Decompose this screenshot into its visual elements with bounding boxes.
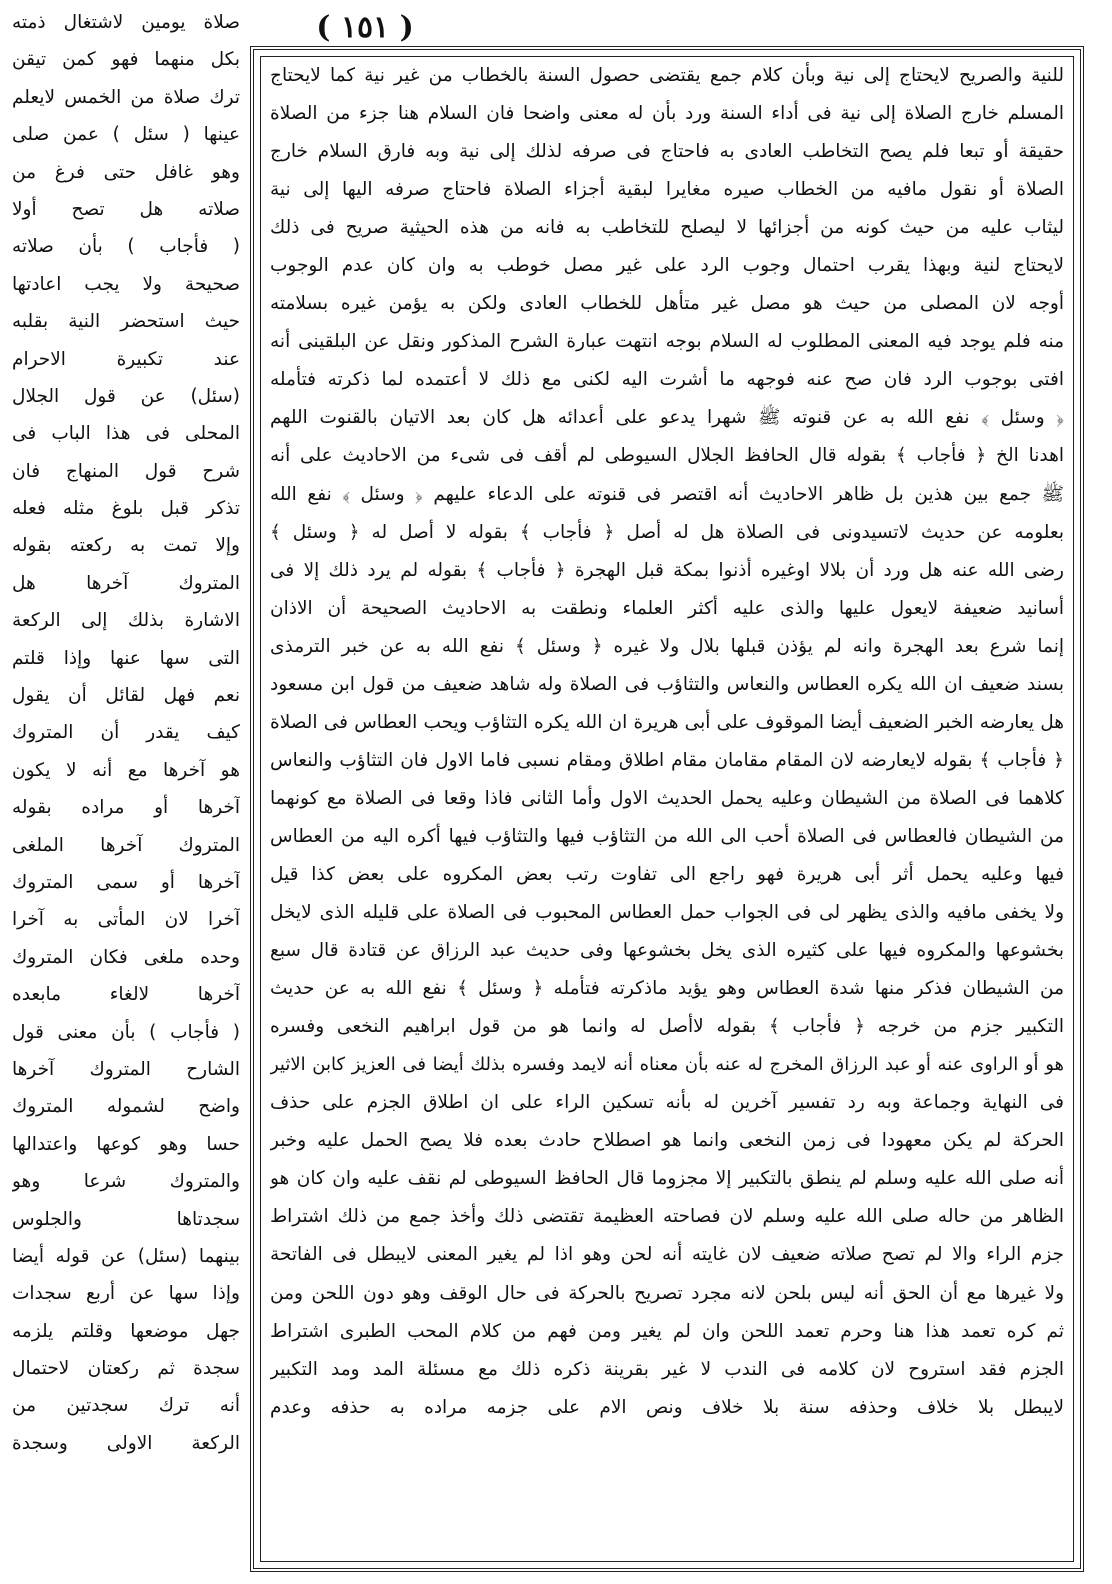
main-text-line: جزم الراء والا لم تصح صلاته ضعيف لان غايته أنه لحن وهو اذا لم يغير المعنى لايبطل فى الفاتحة — [270, 1244, 1064, 1266]
margin-text-line: الاشارة بذلك إلى الركعة — [12, 610, 240, 632]
main-text-line: ولا يخفى مافيه والذى يظهر لى فى الجواب حمل العطاس المحبوب فى الصلاة على قليله الذى لايخل — [270, 902, 1064, 924]
main-text-line: أسانيد ضعيفة لايعول عليها والذى عليه أكثر العلماء ونطقت به الاحاديث الصحيحة أن الاذان — [270, 597, 1064, 619]
margin-text-line: جهل موضعها وقلتم يلزمه — [12, 1320, 240, 1342]
margin-text-line: صحيحة ولا يجب اعادتها — [12, 273, 240, 295]
main-text-line: المسلم خارج الصلاة إلى نية فى أداء السنة ورد بأن له معنى واضحا فان السلام هنا جزء من الصلاة — [270, 103, 1064, 125]
margin-text-line: شرح قول المنهاج فان — [12, 460, 240, 482]
margin-text-line: المتروك آخرها هل — [12, 572, 240, 594]
main-text-line: اهدنا الخ ﴿ فأجاب ﴾ بقوله قال الحافظ الجلال السيوطى لم أقف فى شىء من الاحاديث على أنه — [270, 445, 1064, 467]
main-text-line: لايحتاج لنية وبهذا يقرب احتمال وجوب الرد على غير مصل خوطب به وان كان عدم الوجوب — [270, 255, 1064, 277]
margin-text-line: كيف يقدر أن المتروك — [12, 722, 240, 744]
margin-text-line: بينهما (سئل) عن قوله أيضا — [12, 1245, 240, 1267]
main-text-line: هل يعارضه الخبر الضعيف أيضا الموقوف على أبى هريرة ان الله يكره التثاؤب ويحب العطاس فى الصلاة — [270, 711, 1064, 733]
margin-text-line: آخرا لان المأتى به آخرا — [12, 909, 240, 931]
main-text-line: افتى بوجوب الرد فان صح عنه فوجهه ما أشرت اليه لكنى مع ذلك لا أعتمده لما ذكرته فتأمله — [270, 369, 1064, 391]
main-text-line: الظاهر من حاله صلى الله عليه وسلم لان فصاحته العظيمة تقتضى ذلك وأخذ جمع من ذلك اشتراط — [270, 1206, 1064, 1228]
main-text-line: ثم كره تعمد هذا هنا وحرم تعمد اللحن وان لم يغير ومن فهم من كلام المحب الطبرى اشتراط — [270, 1320, 1064, 1342]
main-text-line: الجزم فقد استروح لان كلامه فى الندب لا غير بقرينة ذكره ذلك مع مسئلة المد ومد التكبير — [270, 1358, 1064, 1380]
margin-text-line: ( فأجاب ) بأن صلاته — [12, 236, 240, 258]
margin-text-line: سجدة ثم ركعتان لاحتمال — [12, 1358, 240, 1380]
margin-text-line: عينها ( سئل ) عمن صلى — [12, 124, 240, 146]
margin-text-line: سجدتاها والجلوس — [12, 1208, 240, 1230]
margin-text-line: تذكر قبل بلوغ مثله فعله — [12, 498, 240, 520]
margin-text-line: وإلا تمت به ركعته بقوله — [12, 535, 240, 557]
main-text-line: حقيقة أو تبعا فلم يصح التخاطب العادى به فاحتاج فى صرفه لذلك إلى نية وبه فارق السلام خارج — [270, 141, 1064, 163]
margin-text-line: هو آخرها مع أنه لا يكون — [12, 759, 240, 781]
margin-text-line: حسا وهو كوعها واعتدالها — [12, 1133, 240, 1155]
main-text-line: لايبطل بلا خلاف وحذفه سنة بلا خلاف ونص الام على جزمه مراده به حذفه وعدم — [270, 1396, 1064, 1418]
main-text-line: إنما شرع بعد الهجرة وانه لم يؤذن قبلها بلال ولا غيره ﴿ وسئل ﴾ نفع الله به عن خبر الترمذى — [270, 635, 1064, 657]
margin-text-line: أنه ترك سجدتين من — [12, 1395, 240, 1417]
main-text-line: رضى الله عنه هل ورد أن بلالا اوغيره أذنوا بمكة قبل الهجرة ﴿ فأجاب ﴾ بقوله لم يرد ذلك إلا فى — [270, 559, 1064, 581]
margin-text-line: الشارح المتروك آخرها — [12, 1058, 240, 1080]
margin-text-line: ( فأجاب ) بأن معنى قول — [12, 1021, 240, 1043]
margin-text-line: بكل منهما فهو كمن تيقن — [12, 49, 240, 71]
margin-text-line: التى سها عنها وإذا قلتم — [12, 647, 240, 669]
margin-text-line: المتروك آخرها الملغى — [12, 834, 240, 856]
main-text-line: ﷺ جمع بين هذين بل ظاهر الاحاديث أنه اقتصر فى قنوته على الدعاء عليهم ﴿ وسئل ﴾ نفع الله — [270, 483, 1064, 505]
main-text-line: التكبير جزم من خرجه ﴿ فأجاب ﴾ بقوله لاأصل له وانما هو من قول ابراهيم النخعى وفسره — [270, 1016, 1064, 1038]
main-text-line: أوجه لان المصلى من حيث هو مصل غير متأهل للخطاب العادى ولكن به يؤمن غيره بسلامته — [270, 293, 1064, 315]
margin-text-line: الركعة الاولى وسجدة — [12, 1432, 240, 1454]
margin-text-line: آخرها أو مراده بقوله — [12, 797, 240, 819]
margin-commentary-column — [12, 4, 240, 1574]
main-text-line: الحركة لم يكن معهودا فى زمن النخعى وانما هو اصطلاح حادث بعده فلا يصح الحمل عليه وخبر — [270, 1130, 1064, 1152]
main-text-line: فيها وعليه يحمل أثر أبى هريرة فهو راجع الى تفاوت رتب بعض المكروه على بعض كذا قيل — [270, 863, 1064, 885]
main-text-line: بخشوعها والمكروه فيها على كثيره الذى يخل بخشوعها وفى حديث عبد الرزاق عن قتادة قال سبع — [270, 940, 1064, 962]
margin-text-line: وهو غافل حتى فرغ من — [12, 161, 240, 183]
main-text-line: منه فلم يوجد فيه المعنى المطلوب له السلام بوجه انتهت عبارة الشرح المذكور ونقل عن البلقينى أنه — [270, 331, 1064, 353]
margin-text-line: واضح لشموله المتروك — [12, 1096, 240, 1118]
margin-text-line: صلاة يومين لاشتغال ذمته — [12, 12, 240, 33]
margin-text-line: (سئل) عن قول الجلال — [12, 385, 240, 407]
main-text-line: فى النهاية وجماعة وبه رد تفسير آخرين له بأنه تسكين الراء على ان اطلاق الجزم على حذف — [270, 1092, 1064, 1114]
main-text-line: هو أو الراوى عنه أو عبد الرزاق المخرج له عنه بأن معناه أنه لايمد وفسره بذلك أيضا فى العزيز كابن الاثير — [270, 1054, 1064, 1076]
margin-text-line: نعم فهل لقائل أن يقول — [12, 685, 240, 707]
main-text-line: كلاهما فى الصلاة من الشيطان وعليه يحمل الحديث الاول وأما الثانى فاذا وقعا فى الصلاة مع كونهما — [270, 787, 1064, 809]
main-text-body — [261, 57, 1073, 1561]
main-text-line: الصلاة أو نقول مافيه من الخطاب صيره مغايرا لبقية أجزاء الصلاة فاحتاج صرفه اليها إلى نية — [270, 179, 1064, 201]
margin-text-line: حيث استحضر النية بقلبه — [12, 311, 240, 333]
page-number: ( ١٥١ ) — [316, 10, 414, 45]
margin-text-line: آخرها لالغاء مابعده — [12, 984, 240, 1006]
main-text-line: للنية والصريح لايحتاج إلى نية وبأن كلام جمع يقتضى حصول السنة بالخطاب من غير نية كما لايحتاج — [270, 65, 1064, 86]
margin-text-line: صلاته هل تصح أولا — [12, 198, 240, 220]
margin-text-line: آخرها أو سمى المتروك — [12, 871, 240, 893]
margin-text-line: وإذا سها عن أربع سجدات — [12, 1283, 240, 1305]
margin-text-line: ترك صلاة من الخمس لايعلم — [12, 86, 240, 108]
main-text-line: ليثاب عليه من حيث كونه من أجزائها لا ليصلح للتخاطب به فانه من هذه الحيثية صريح فى ذلك — [270, 217, 1064, 239]
main-text-line: ﴿ فأجاب ﴾ بقوله لايعارضه لان المقام مقامان مقام اطلاق ومقام نسبى فاما الاول فان التثاؤب والنعاس — [270, 749, 1064, 771]
margin-text-line: وحده ملغى فكان المتروك — [12, 946, 240, 968]
main-text-line: أنه صلى الله عليه وسلم لم ينطق بالتكبير إلا مجزوما قال الحافظ السيوطى لم نقف عليه وان كان هو — [270, 1168, 1064, 1190]
margin-text-line: عند تكبيرة الاحرام — [12, 348, 240, 370]
main-text-inner-border — [260, 56, 1074, 1562]
main-text-line: من الشيطان فالعطاس فى الصلاة أحب الى الله من التثاؤب فيها والتثاؤب فيها أكره اليه من العطاس — [270, 825, 1064, 847]
main-text-line: بعلومه عن حديث لاتسيدونى فى الصلاة هل له أصل ﴿ فأجاب ﴾ بقوله لا أصل له ﴿ وسئل ﴾ — [270, 521, 1064, 543]
margin-text-line: والمتروك شرعا وهو — [12, 1171, 240, 1193]
margin-text-line: المحلى فى هذا الباب فى — [12, 423, 240, 445]
main-text-line: بسند ضعيف ان الله يكره العطاس والنعاس والتثاؤب فى الصلاة وله شاهد ضعيف من قول ابن مسعود — [270, 673, 1064, 695]
main-text-frame — [250, 46, 1084, 1572]
main-text-line: ولا غيرها مع أن الحق أنه ليس بلحن لانه مجرد تصريح بالحركة فى حال الوقف وهو دون اللحن ومن — [270, 1282, 1064, 1304]
main-text-line: من الشيطان فذكر منها شدة العطاس وهو يؤيد ماذكرته فتأمله ﴿ وسئل ﴾ نفع الله به عن حديث — [270, 978, 1064, 1000]
main-text-line: ﴿ وسئل ﴾ نفع الله به عن قنوته ﷺ شهرا يدعو على أعدائه هل كان بعد الاتيان بالقنوت اللهم — [270, 407, 1064, 429]
